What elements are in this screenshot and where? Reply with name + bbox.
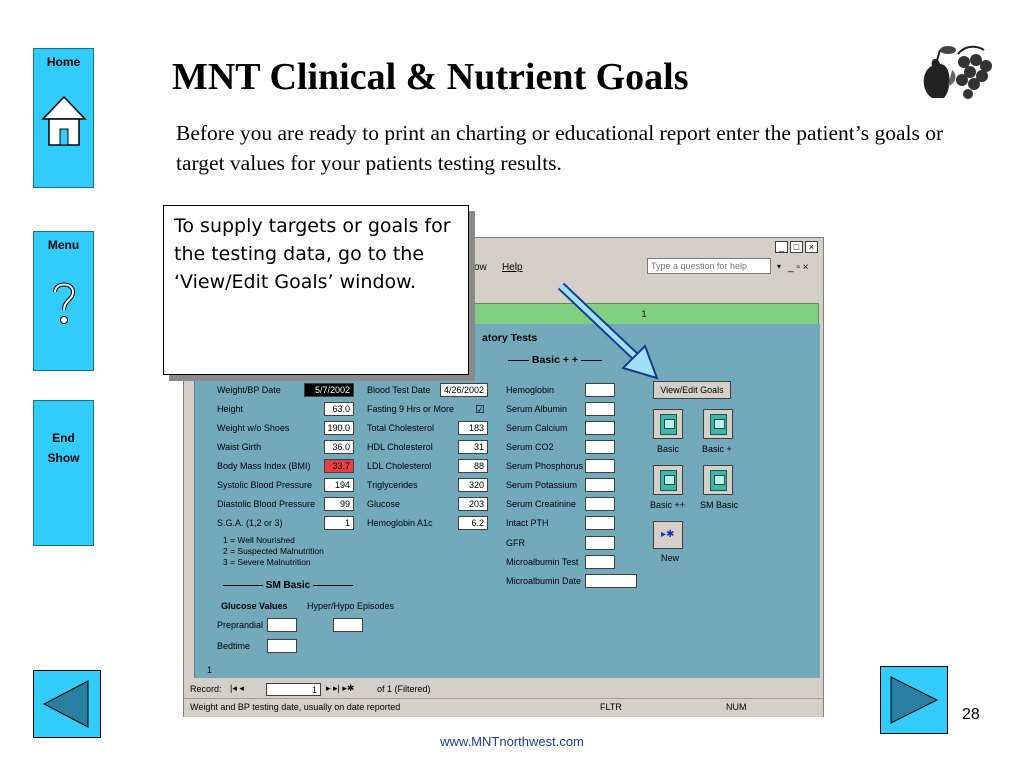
intact-pth-field[interactable] [585,516,615,530]
house-icon [41,95,87,147]
home-button[interactable] [33,48,94,188]
triglycerides-label: Triglycerides [367,480,418,490]
bmi-label: Body Mass Index (BMI) [217,461,311,471]
gfr-label: GFR [506,538,525,548]
restore-icon[interactable]: _ ▫ × [788,262,809,273]
serum-phosphorus-field[interactable] [585,459,615,473]
blood-test-date-label: Blood Test Date [367,385,431,395]
blood-test-date-field[interactable]: 4/26/2002 [440,383,488,397]
basic-report-button[interactable] [653,409,683,439]
serum-potassium-field[interactable] [585,478,615,492]
ldl-label: LDL Cholesterol [367,461,432,471]
status-fltr: FLTR [600,702,622,712]
preprandial-field[interactable] [267,618,297,632]
ldl-field[interactable]: 88 [458,459,488,473]
maximize-icon[interactable]: □ [790,241,803,253]
home-label: Home [46,55,81,69]
previous-slide-button[interactable] [33,670,101,738]
status-bar [184,698,823,717]
status-num: NUM [726,702,747,712]
page-number: 28 [962,706,980,723]
basic-plus-report-button[interactable] [703,409,733,439]
serum-creatinine-field[interactable] [585,497,615,511]
end-show-button[interactable] [33,400,94,546]
serum-creatinine-label: Serum Creatinine [506,499,577,509]
serum-potassium-label: Serum Potassium [506,480,578,490]
bedtime-label: Bedtime [217,641,251,651]
new-record-icon: ▸✱ [661,529,675,540]
waist-field[interactable]: 36.0 [324,440,354,454]
next-slide-button[interactable] [880,666,948,734]
record-number-field[interactable]: 1 [266,683,321,696]
bmi-field[interactable]: 33.7 [324,459,354,473]
serum-calcium-label: Serum Calcium [506,423,568,433]
view-edit-goals-button[interactable]: View/Edit Goals [653,381,731,399]
basic-plus-report-label: Basic + [702,444,732,454]
triangle-right-icon [881,667,947,733]
height-field[interactable]: 63.0 [324,402,354,416]
first-record-icon[interactable]: |◂ ◂ [230,683,244,693]
footer-url[interactable]: www.MNTnorthwest.com [440,734,584,749]
lab-tests-heading: atory Tests [482,332,538,344]
menu-label: Menu [47,238,80,252]
question-mark-icon [49,278,79,328]
fasting-checkbox[interactable]: ☑ [475,404,485,416]
close-icon[interactable]: × [805,241,818,253]
serum-calcium-field[interactable] [585,421,615,435]
microalbumin-date-label: Microalbumin Date [506,576,582,586]
menu-help[interactable]: Help [502,262,523,273]
sm-basic-heading: ———— SM Basic ———— [223,580,354,591]
report-icon [660,470,677,491]
microalbumin-test-label: Microalbumin Test [506,557,579,567]
sga-note-2: 2 = Suspected Malnutrition [223,546,324,556]
report-icon [710,470,727,491]
hemoglobin-label: Hemoglobin [506,385,555,395]
weight-field[interactable]: 190.0 [324,421,354,435]
basic-pp-report-label: Basic ++ [650,500,686,510]
microalbumin-date-field[interactable] [585,574,637,588]
record-navigator [184,682,823,698]
gfr-field[interactable] [585,536,615,550]
waist-label: Waist Girth [217,442,262,452]
sm-basic-report-label: SM Basic [700,500,739,510]
total-cholesterol-field[interactable]: 183 [458,421,488,435]
basic-pp-report-button[interactable] [653,465,683,495]
triangle-left-icon [34,671,100,737]
new-record-label: New [661,553,680,563]
sm-basic-report-button[interactable] [703,465,733,495]
record-label: Record: [190,684,222,694]
menu-window[interactable]: ow [474,262,487,273]
hyper-hypo-field[interactable] [333,618,363,632]
sga-note-1: 1 = Well Nourished [223,535,295,545]
minimize-icon[interactable]: _ [775,241,788,253]
height-label: Height [217,404,244,414]
fasting-label: Fasting 9 Hrs or More [367,404,455,414]
basic-pp-heading: —— Basic + + —— [508,354,602,366]
report-icon [660,414,677,435]
form-body [194,324,820,678]
diastolic-field[interactable]: 99 [324,497,354,511]
sga-field[interactable]: 1 [324,516,354,530]
record-band: 1 [469,303,819,325]
glucose-field[interactable]: 203 [458,497,488,511]
serum-albumin-label: Serum Albumin [506,404,568,414]
glucose-label: Glucose [367,499,401,509]
slide-title: MNT Clinical & Nutrient Goals [172,56,689,98]
next-last-new-record-icons[interactable]: ▸ ▸| ▸✱ [326,683,355,693]
hdl-label: HDL Cholesterol [367,442,433,452]
ask-question-input[interactable]: Type a question for help [647,258,771,274]
sga-note-3: 3 = Severe Malnutrition [223,557,311,567]
systolic-label: Systolic Blood Pressure [217,480,313,490]
fruit-logo-icon [918,40,994,102]
pointer-arrow-icon [555,280,665,390]
hdl-field[interactable]: 31 [458,440,488,454]
report-icon [710,414,727,435]
sga-label: S.G.A. (1,2 or 3) [217,518,283,528]
microalbumin-test-field[interactable] [585,555,615,569]
row-index: 1 [207,665,213,675]
status-message: Weight and BP testing date, usually on date reported [190,702,401,712]
total-cholesterol-label: Total Cholesterol [367,423,435,433]
weight-label: Weight w/o Shoes [217,423,290,433]
menu-button[interactable] [33,231,94,371]
show-label: Show [47,451,80,465]
diastolic-label: Diastolic Blood Pressure [217,499,316,509]
record-count: of 1 (Filtered) [377,684,431,694]
serum-co2-label: Serum CO2 [506,442,554,452]
bedtime-field[interactable] [267,639,297,653]
hyper-hypo-label: Hyper/Hypo Episodes [307,601,395,611]
weight-bp-date-label: Weight/BP Date [217,385,281,395]
basic-report-label: Basic [657,444,680,454]
a1c-field[interactable]: 6.2 [458,516,488,530]
end-label: End [52,431,75,445]
glucose-values-label: Glucose Values [221,601,288,611]
systolic-field[interactable]: 194 [324,478,354,492]
instruction-callout: To supply targets or goals for the testing data, go to the ‘View/Edit Goals’ window. [163,205,469,375]
new-record-button[interactable] [653,521,683,549]
ask-dropdown-icon[interactable]: ▾ [777,262,782,271]
slide-subtitle: Before you are ready to print an charting or educational report enter the patient’s goals or target values for your patients testing results. [176,121,944,175]
intact-pth-label: Intact PTH [506,518,549,528]
a1c-label: Hemoglobin A1c [367,518,433,528]
serum-albumin-field[interactable] [585,402,615,416]
triglycerides-field[interactable]: 320 [458,478,488,492]
serum-phosphorus-label: Serum Phosphorus [506,461,584,471]
weight-bp-date-field[interactable]: 5/7/2002 [304,383,354,397]
preprandial-label: Preprandial [217,620,264,630]
serum-co2-field[interactable] [585,440,615,454]
